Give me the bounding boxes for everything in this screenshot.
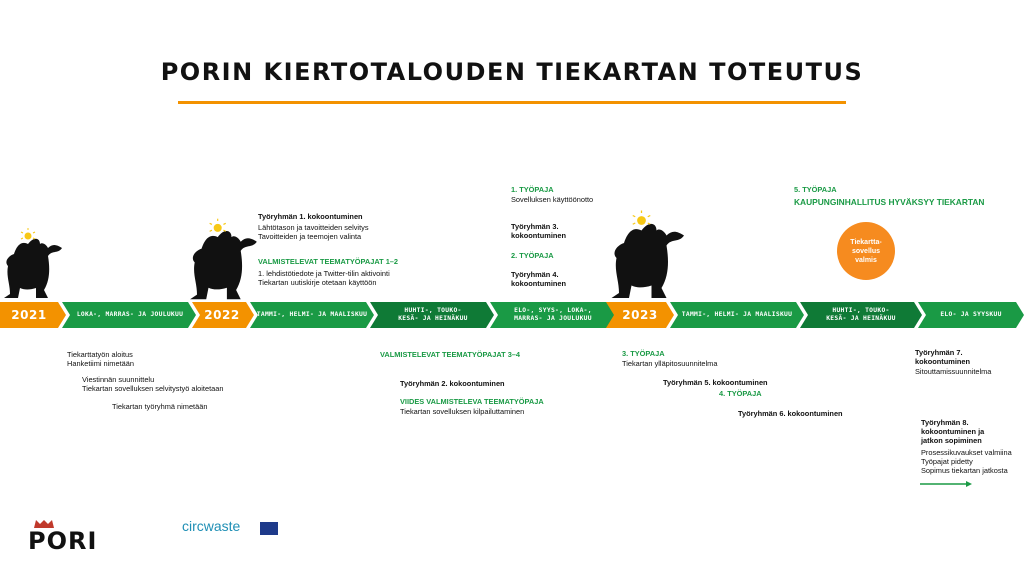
event-title: 5. TYÖPAJA (794, 185, 837, 194)
event-title: kokoontuminen (915, 357, 971, 366)
pori-logo: PORI (28, 527, 98, 555)
event-title: 3. TYÖPAJA (622, 349, 665, 358)
eu-flag-icon (260, 522, 278, 535)
event-text: Prosessikuvaukset valmiina (921, 448, 1012, 457)
segment-label: ELO-, SYYS-, LOKA-, MARRAS- JA JOULUKUU (514, 307, 592, 322)
event-text: Sovelluksen käyttöönotto (511, 195, 594, 204)
event-text: Lähtötason ja tavoitteiden selvitys (258, 223, 369, 232)
event-title: Työryhmän 1. kokoontuminen (258, 212, 363, 221)
event-text: Tiekartan uutiskirje otetaan käyttöön (258, 278, 377, 287)
year-2022: 2022 (204, 308, 240, 322)
segment-label: HUHTI-, TOUKO- KESÄ- JA HEINÄKUU (826, 307, 896, 322)
event-text: Sopimus tiekartan jatkosta (921, 466, 1008, 475)
bear-icon (612, 211, 685, 299)
year-2021: 2021 (11, 308, 47, 322)
circwaste-logo: circwaste (182, 518, 241, 534)
event-title: Työryhmän 4. (511, 270, 559, 279)
event-text: Tiekartan sovelluksen kilpailuttaminen (400, 407, 525, 416)
event-title: Työryhmän 7. (915, 348, 963, 357)
event-title: kokoontuminen (511, 279, 567, 288)
segment-label: LOKA-, MARRAS- JA JOULUKUU (76, 311, 184, 318)
bear-icon (4, 228, 62, 298)
continue-arrow-icon (920, 480, 974, 488)
event-text: Hanketiimi nimetään (67, 359, 134, 368)
event-title: Työryhmän 2. kokoontuminen (400, 379, 505, 388)
app-ready-bubble: Tiekartta- sovellus valmis (837, 222, 895, 280)
event-title: Työryhmän 5. kokoontuminen (663, 378, 768, 387)
segment-label: TAMMI-, HELMI- JA MAALISKUU (681, 311, 793, 318)
event-title: Työryhmän 6. kokoontuminen (738, 409, 843, 418)
event-title: Työryhmän 3. (511, 222, 559, 231)
event-title: 2. TYÖPAJA (511, 251, 554, 260)
event-text: Tiekartan työryhmä nimetään (112, 402, 208, 411)
event-title: kokoontuminen (511, 231, 567, 240)
event-title: 1. TYÖPAJA (511, 185, 554, 194)
event-text: Viestinnän suunnittelu (82, 375, 155, 384)
event-text: Tiekarttatyön aloitus (67, 350, 133, 359)
year-2023: 2023 (622, 308, 658, 322)
event-text: 1. lehdistötiedote ja Twitter-tilin aktivointi (258, 269, 390, 278)
event-text: Tavoitteiden ja teemojen valinta (258, 232, 362, 241)
segment-label: ELO- JA SYYSKUU (940, 311, 1002, 318)
event-title: kokoontuminen ja (921, 427, 985, 436)
event-title: VIIDES VALMISTELEVA TEEMATYÖPAJA (400, 397, 544, 406)
event-text: Tiekartan ylläpitosuunnitelma (622, 359, 718, 368)
event-text: Sitouttamissuunnitelma (915, 367, 992, 376)
event-title: KAUPUNGINHALLITUS HYVÄKSYY TIEKARTAN (794, 197, 985, 207)
event-title: VALMISTELEVAT TEEMATYÖPAJAT 3–4 (380, 350, 521, 359)
page-title: PORIN KIERTOTALOUDEN TIEKARTAN TOTEUTUS (160, 58, 864, 86)
segment-label: TAMMI-, HELMI- JA MAALISKUU (256, 311, 368, 318)
event-title: Työryhmän 8. (921, 418, 969, 427)
segment-label: HUHTI-, TOUKO- KESÄ- JA HEINÄKUU (398, 307, 468, 322)
event-title: VALMISTELEVAT TEEMATYÖPAJAT 1–2 (258, 257, 399, 266)
event-text: Työpajat pidetty (921, 457, 973, 466)
event-title: 4. TYÖPAJA (719, 389, 762, 398)
event-text: Tiekartan sovelluksen selvitystyö aloitetaan (82, 384, 224, 393)
bear-icon (190, 219, 257, 300)
event-title: jatkon sopiminen (921, 436, 982, 445)
